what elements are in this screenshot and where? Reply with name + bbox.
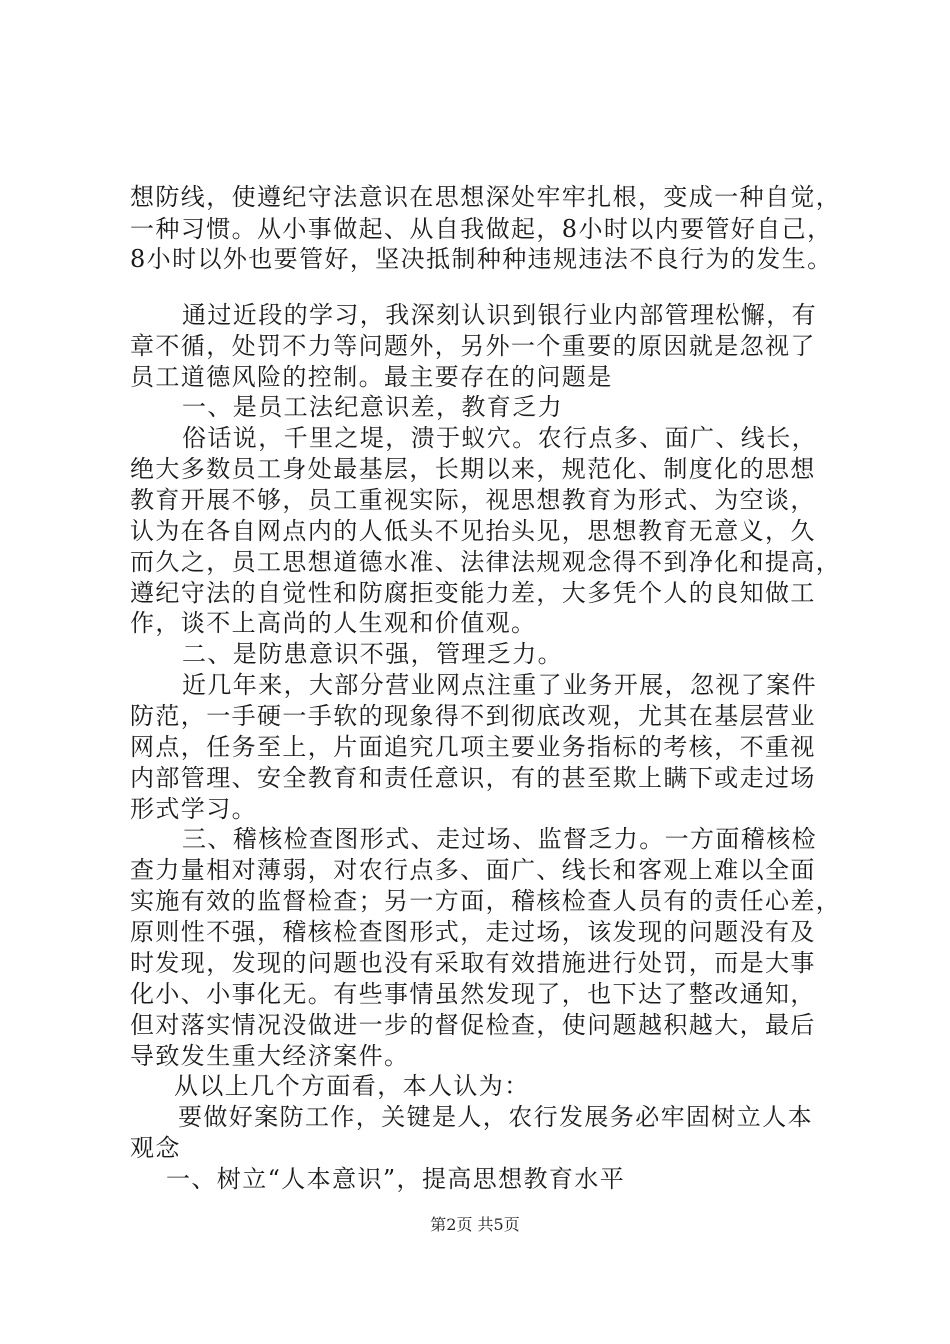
text-line: 形式学习。 bbox=[130, 795, 257, 823]
text-line: 想防线，使遵纪守法意识在思想深处牢牢扎根，变成一种自觉， bbox=[130, 183, 842, 211]
paragraph-first-line: 通过近段的学习，我深刻认识到银行业内部管理松懈，有 bbox=[182, 301, 817, 329]
text-line: 防范，一手硬一手软的现象得不到彻底改观，尤其在基层营业 bbox=[130, 702, 816, 730]
text-line: 内部管理、安全教育和责任意识，有的甚至欺上瞒下或走过场 bbox=[130, 764, 816, 792]
text-line: 原则性不强，稽核检查图形式，走过场，该发现的问题没有及 bbox=[130, 918, 816, 946]
text-line: 观念 bbox=[130, 1134, 181, 1162]
text-line: 实施有效的监督检查；另一方面，稽核检查人员有的责任心差， bbox=[130, 887, 842, 915]
text-line: 而久之，员工思想道德水准、法律法规观念得不到净化和提高， bbox=[130, 548, 842, 576]
text-line: 但对落实情况没做进一步的督促检查，使问题越积越大，最后 bbox=[130, 1011, 816, 1039]
page-number-footer: 第2页 共5页 bbox=[430, 1215, 520, 1234]
text-line: 导致发生重大经济案件。 bbox=[130, 1042, 410, 1070]
paragraph-first-line: 俗话说，千里之堤，溃于蚁穴。农行点多、面广、线长， bbox=[182, 424, 817, 452]
paragraph-first-line: 近几年来，大部分营业网点注重了业务开展，忽视了案件 bbox=[182, 671, 817, 699]
section-heading: 一、是员工法纪意识差，教育乏力 bbox=[182, 393, 563, 421]
text-line: 遵纪守法的自觉性和防腐拒变能力差，大多凭个人的良知做工 bbox=[130, 579, 816, 607]
section-heading: 二、是防患意识不强，管理乏力。 bbox=[182, 640, 563, 668]
text-line: 员工道德风险的控制。最主要存在的问题是 bbox=[130, 363, 613, 391]
section-heading: 三、稽核检查图形式、走过场、监督乏力。一方面稽核检 bbox=[182, 825, 817, 853]
text-line: 教育开展不够，员工重视实际，视思想教育为形式、为空谈， bbox=[130, 486, 816, 514]
text-line: 查力量相对薄弱，对农行点多、面广、线长和客观上难以全面 bbox=[130, 856, 816, 884]
text-line: 8小时以外也要管好，坚决抵制种种违规违法不良行为的发生。 bbox=[130, 245, 833, 273]
text-line: 网点，任务至上，片面追究几项主要业务指标的考核，不重视 bbox=[130, 733, 816, 761]
text-line: 认为在各自网点内的人低头不见抬头见，思想教育无意义，久 bbox=[130, 517, 816, 545]
text-line: 章不循，处罚不力等问题外，另外一个重要的原因就是忽视了 bbox=[130, 332, 816, 360]
text-line: 作，谈不上高尚的人生观和价值观。 bbox=[130, 609, 537, 637]
section-heading: 一、树立“人本意识”，提高思想教育水平 bbox=[166, 1165, 626, 1193]
text-line: 化小、小事化无。有些事情虽然发现了，也下达了整改通知， bbox=[130, 980, 816, 1008]
text-line: 一种习惯。从小事做起、从自我做起，8小时以内要管好自己， bbox=[130, 215, 833, 243]
paragraph-first-line: 要做好案防工作，关键是人，农行发展务必牢固树立人本 bbox=[178, 1103, 813, 1131]
paragraph-first-line: 从以上几个方面看，本人认为： bbox=[174, 1072, 530, 1100]
text-line: 时发现，发现的问题也没有采取有效措施进行处罚，而是大事 bbox=[130, 949, 816, 977]
text-line: 绝大多数员工身处最基层，长期以来，规范化、制度化的思想 bbox=[130, 455, 816, 483]
